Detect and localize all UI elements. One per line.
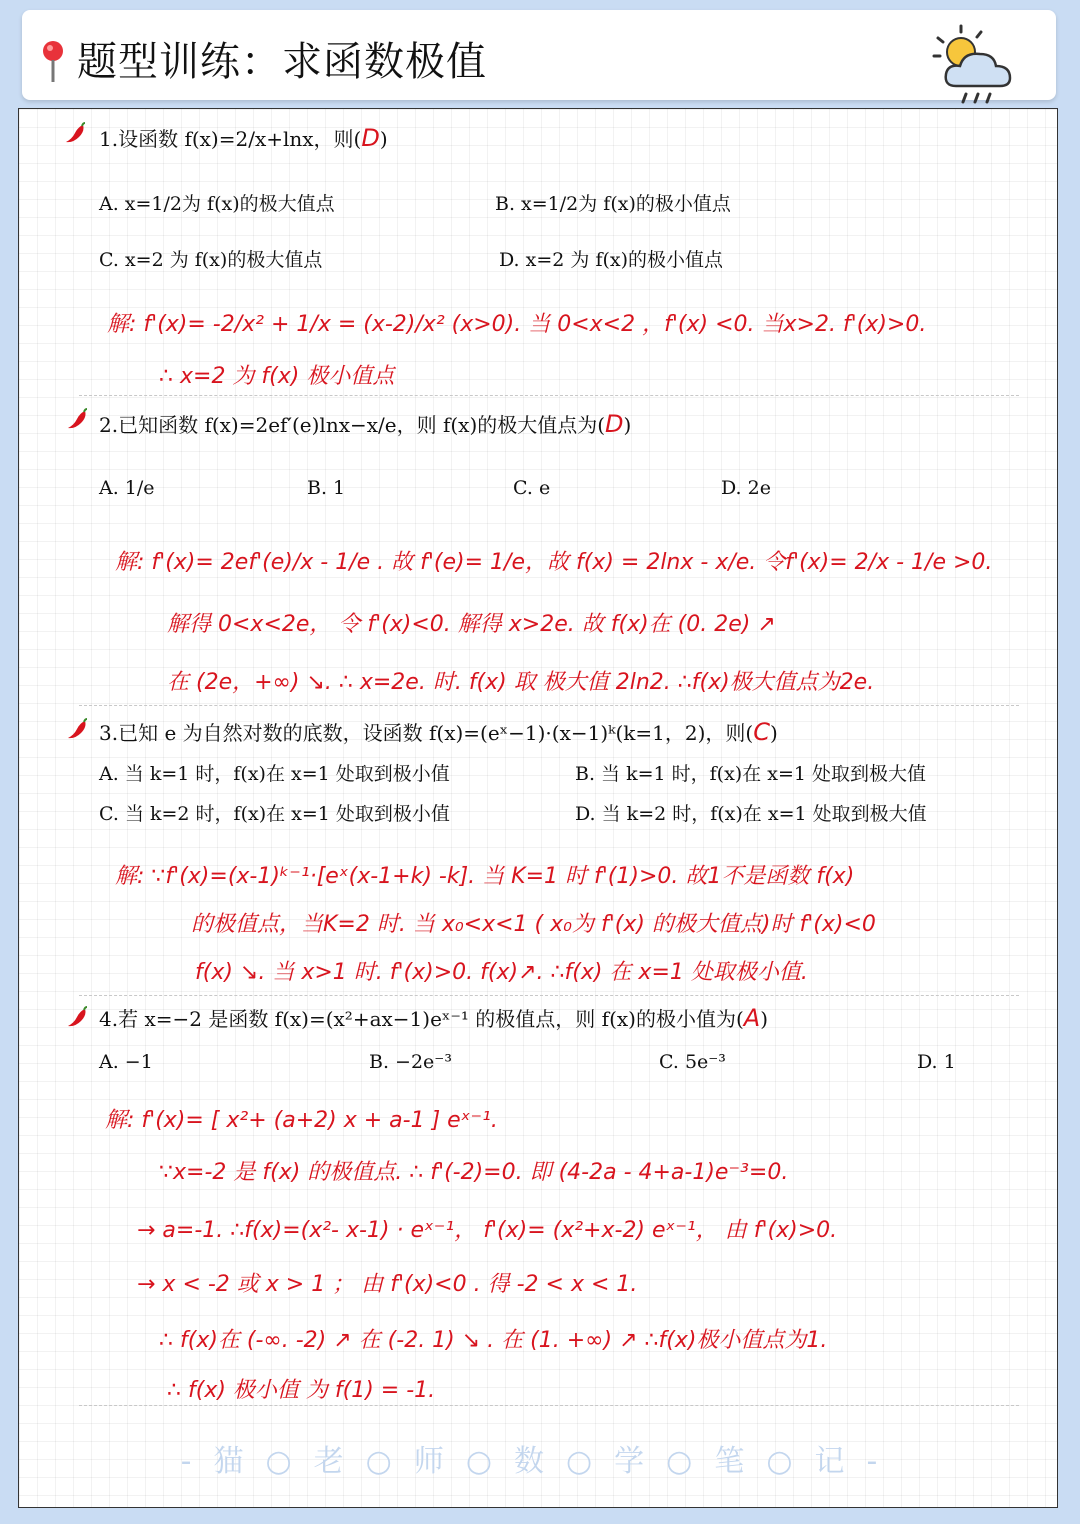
chili-pepper-icon [65, 1005, 89, 1029]
question-1-stem: 1.设函数 f(x)=2/x+lnx，则(D) [99, 124, 388, 152]
question-1-solution-line: 解: f'(x)= -2/x² + 1/x = (x-2)/x² (x>0). 当 0<x<2 ，f'(x) <0. 当x>2. f'(x)>0. [107, 312, 927, 337]
question-3-option-a: A. 当 k=1 时，f(x)在 x=1 处取到极小值 [99, 763, 450, 785]
chili-pepper-icon [65, 407, 89, 431]
question-1-answer: D [361, 124, 380, 152]
question-4-solution-line: → x < -2 或 x > 1 ； 由 f'(x)<0 . 得 -2 < x < 1. [137, 1272, 638, 1297]
question-3-option-b: B. 当 k=1 时，f(x)在 x=1 处取到极大值 [575, 763, 927, 785]
question-4-stem: 4.若 x=−2 是函数 f(x)=(x²+ax−1)eˣ⁻¹ 的极值点，则 f(x)的极小值为(A) [99, 1004, 768, 1032]
page-title: 题型训练：求函数极值 [77, 39, 487, 85]
question-1-option-b: B. x=1/2为 f(x)的极小值点 [495, 193, 731, 215]
divider [79, 395, 1019, 396]
page-header [22, 10, 1056, 100]
question-3-solution-line: 解: ∵f'(x)=(x-1)ᵏ⁻¹·[eˣ(x-1+k) -k]. 当 K=1 时 f'(1)>0. 故1不是函数 f(x) [115, 864, 855, 889]
question-4-solution-line: 解: f'(x)= [ x²+ (a+2) x + a-1 ] eˣ⁻¹. [105, 1108, 498, 1133]
question-2-solution-line: 在 (2e，+∞) ↘. ∴ x=2e. 时. f(x) 取 极大值 2ln2. ∴f(x)极大值点为2e. [167, 670, 875, 695]
question-3-solution-line: 的极值点，当K=2 时. 当 x₀<x<1 ( x₀为 f'(x) 的极大值点)时 f'(x)<0 [191, 912, 876, 937]
divider [79, 1405, 1019, 1406]
question-2-option-c: C. e [513, 477, 551, 499]
question-4-solution-line: ∴ f(x)在 (-∞. -2) ↗ 在 (-2. 1) ↘ . 在 (1. +∞) ↗ ∴f(x)极小值点为1. [159, 1328, 828, 1353]
question-1-option-c: C. x=2 为 f(x)的极大值点 [99, 249, 323, 271]
question-2-option-d: D. 2e [721, 477, 771, 499]
question-3-stem: 3.已知 e 为自然对数的底数，设函数 f(x)=(eˣ−1)·(x−1)ᵏ(k=1，2)，则(C) [99, 718, 778, 746]
worksheet [18, 108, 1058, 1508]
question-2-solution-line: 解: f'(x)= 2ef'(e)/x - 1/e . 故 f'(e)= 1/e，故 f(x) = 2lnx - x/e. 令f'(x)= 2/x - 1/e >0. [115, 550, 993, 575]
partly-cloudy-rain-icon [926, 18, 1026, 108]
question-4-option-d: D. 1 [917, 1051, 956, 1073]
map-pin-icon [40, 40, 66, 84]
question-1-solution-line: ∴ x=2 为 f(x) 极小值点 [159, 364, 395, 389]
question-3-option-d: D. 当 k=2 时，f(x)在 x=1 处取到极大值 [575, 803, 927, 825]
divider [79, 705, 1019, 706]
question-1-option-d: D. x=2 为 f(x)的极小值点 [499, 249, 724, 271]
question-4-answer: A [743, 1004, 761, 1032]
question-4-option-a: A. −1 [99, 1051, 153, 1073]
footer-watermark: -猫○老○师○数○学○笔○记- [180, 1444, 900, 1479]
chili-pepper-icon [63, 121, 87, 145]
question-2-solution-line: 解得 0<x<2e， 令 f'(x)<0. 解得 x>2e. 故 f(x)在 (0. 2e) ↗ [167, 612, 776, 637]
question-4-option-b: B. −2e⁻³ [369, 1051, 452, 1073]
question-2-stem: 2.已知函数 f(x)=2ef′(e)lnx−x/e，则 f(x)的极大值点为(D) [99, 410, 632, 438]
question-3-solution-line: f(x) ↘. 当 x>1 时. f'(x)>0. f(x)↗. ∴f(x) 在 x=1 处取极小值. [195, 960, 808, 985]
question-1-option-a: A. x=1/2为 f(x)的极大值点 [99, 193, 335, 215]
question-2-answer: D [605, 410, 624, 438]
question-2-option-a: A. 1/e [99, 477, 155, 499]
question-4-option-c: C. 5e⁻³ [659, 1051, 726, 1073]
question-4-solution-line: → a=-1. ∴f(x)=(x²- x-1) · eˣ⁻¹， f'(x)= (x²+x-2) eˣ⁻¹， 由 f'(x)>0. [137, 1218, 838, 1243]
question-3-answer: C [753, 718, 770, 746]
divider [79, 995, 1019, 996]
question-4-solution-line: ∴ f(x) 极小值 为 f(1) = -1. [167, 1378, 436, 1403]
question-3-option-c: C. 当 k=2 时，f(x)在 x=1 处取到极小值 [99, 803, 450, 825]
question-2-option-b: B. 1 [307, 477, 346, 499]
question-4-solution-line: ∵x=-2 是 f(x) 的极值点. ∴ f'(-2)=0. 即 (4-2a - 4+a-1)e⁻³=0. [159, 1160, 789, 1185]
chili-pepper-icon [65, 717, 89, 741]
